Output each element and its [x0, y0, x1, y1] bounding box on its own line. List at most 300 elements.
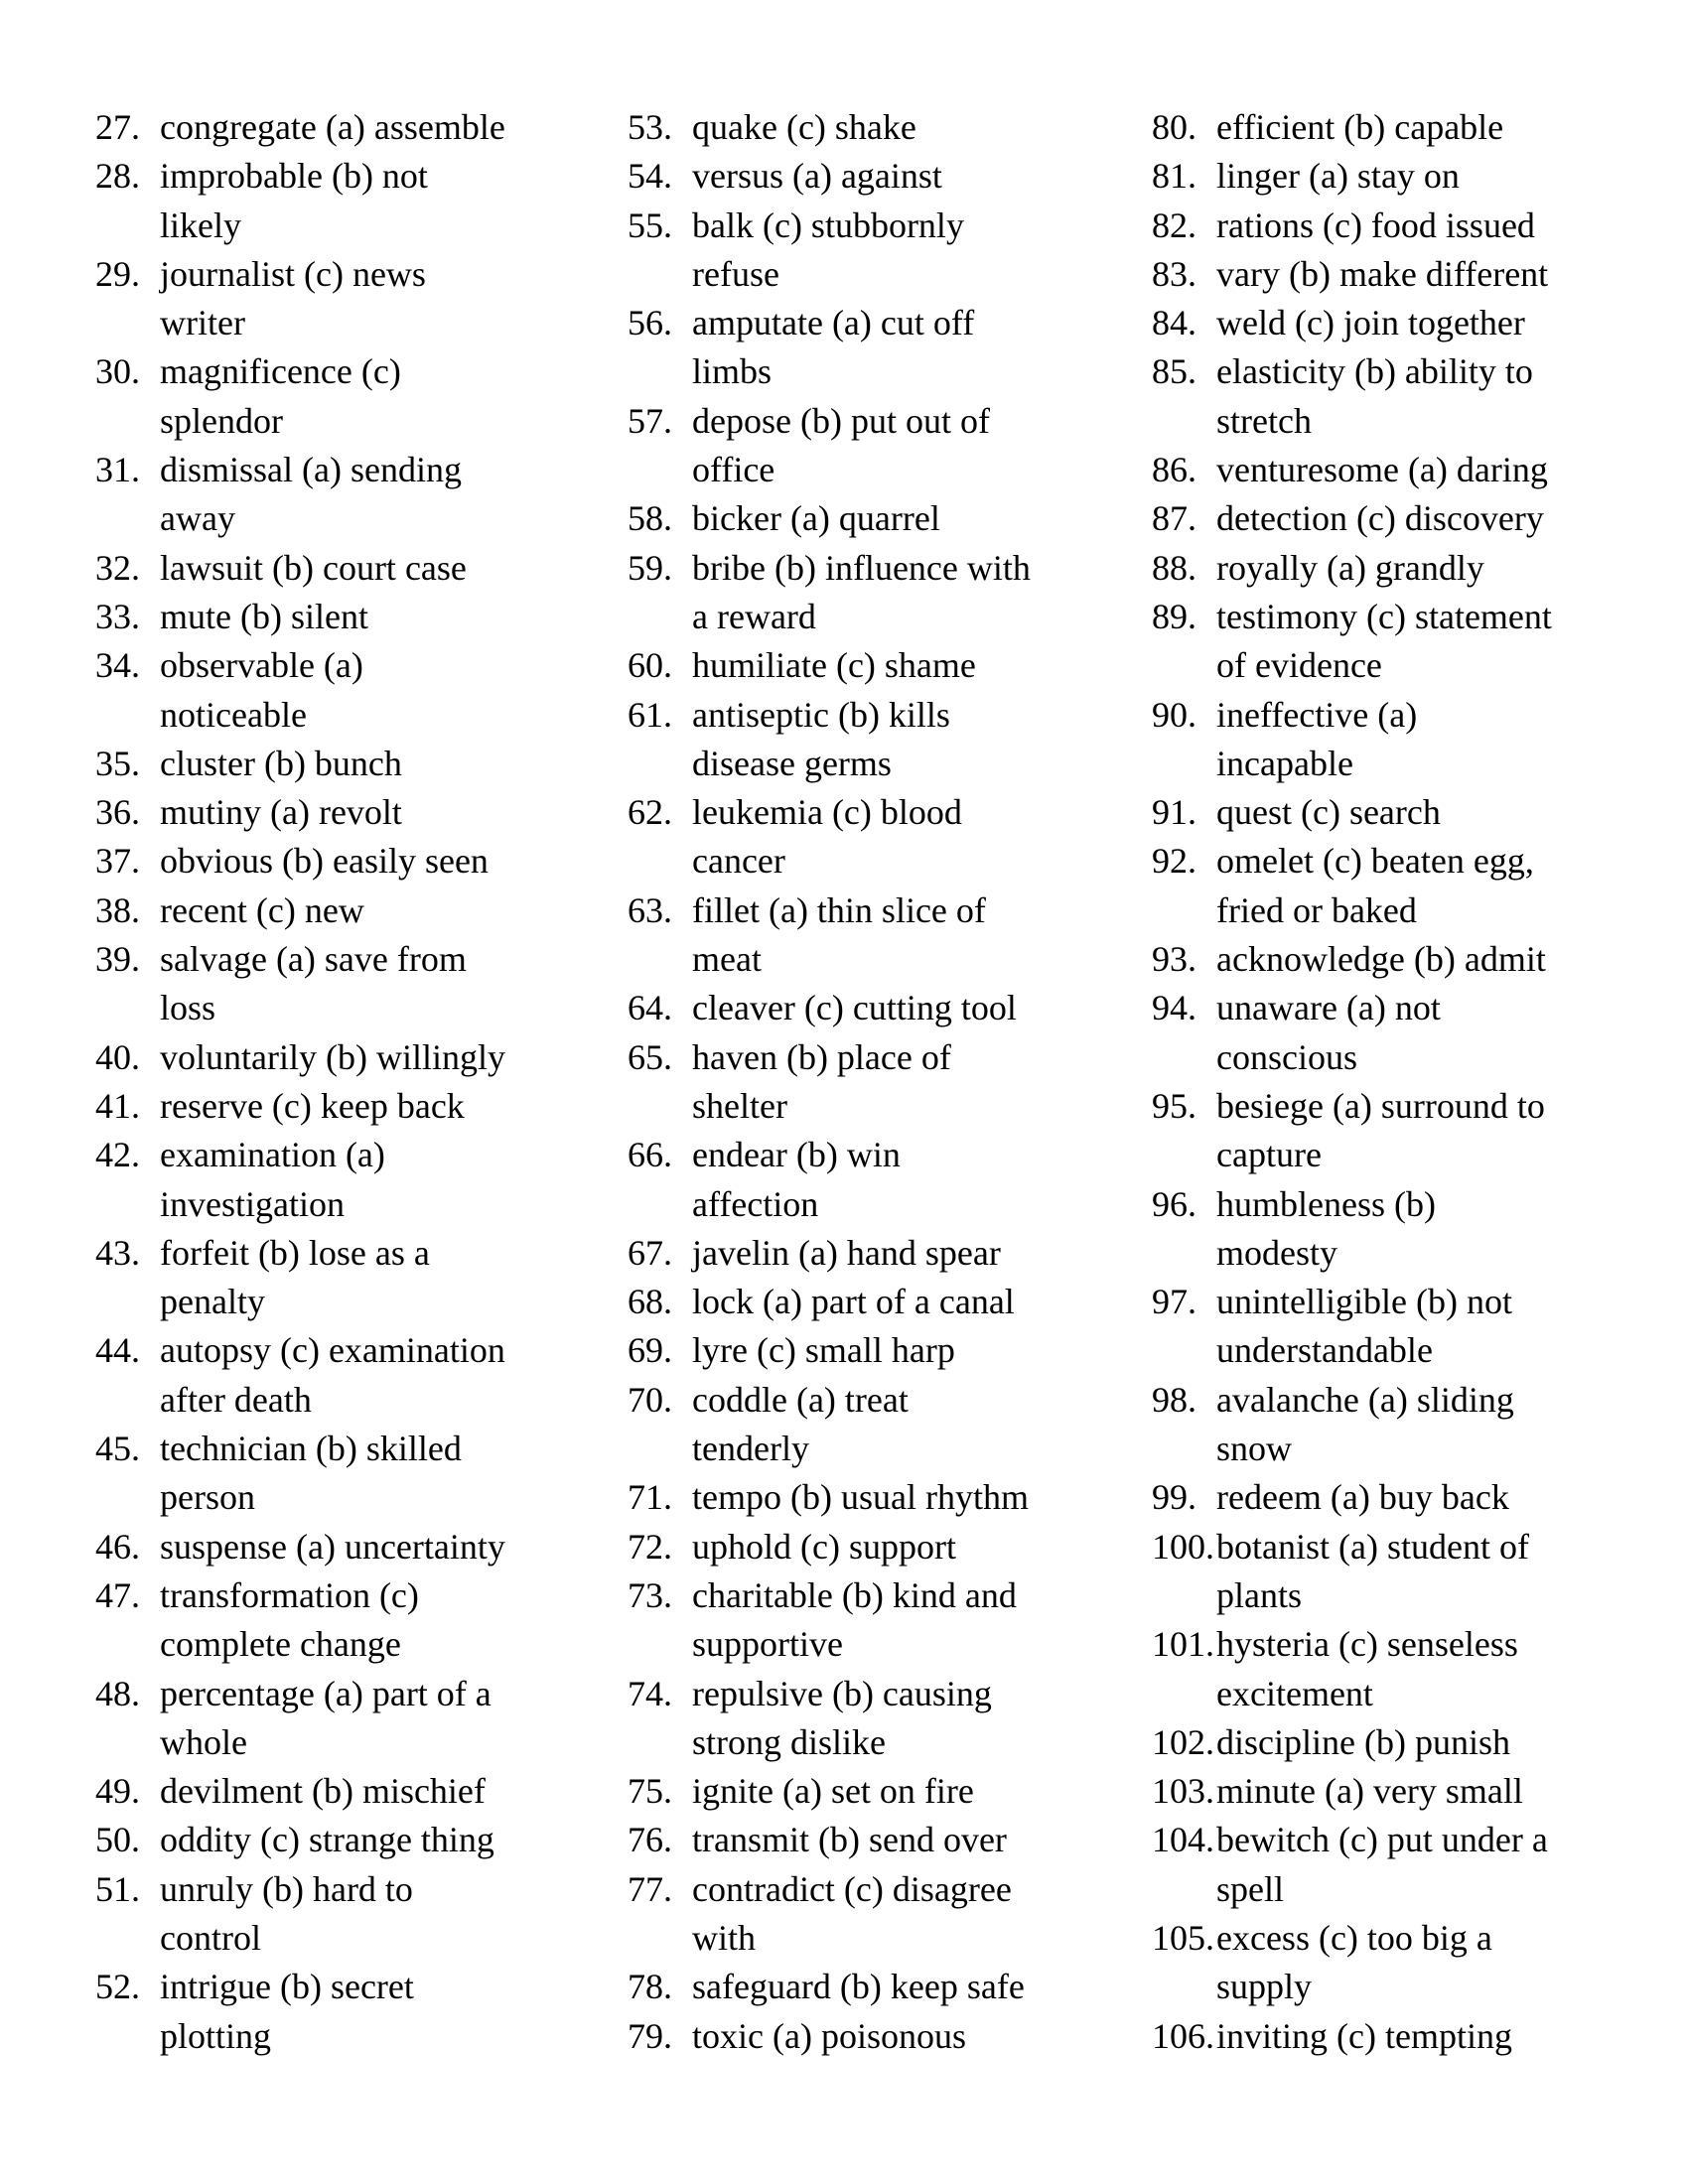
- entry-line: repulsive (b) causing: [692, 1673, 992, 1713]
- entry-number: 27.: [95, 107, 140, 147]
- entry-number: 28.: [95, 156, 140, 197]
- entry-line: lyre (c) small harp: [692, 1330, 955, 1371]
- answer-entry: [628, 1523, 1084, 1571]
- entry-text: [160, 1229, 562, 1327]
- entry-line: elasticity (b) ability to: [1216, 351, 1533, 392]
- entry-line: loss: [160, 988, 216, 1028]
- answer-entry: [1152, 103, 1609, 152]
- entry-text: [160, 935, 562, 1033]
- entry-line: writer: [160, 303, 245, 343]
- entry-line: haven (b) place of: [692, 1036, 951, 1077]
- answer-entry: [95, 1033, 562, 1082]
- entry-number: 43.: [95, 1232, 140, 1273]
- entry-text: [1216, 347, 1609, 446]
- entry-line: ignite (a) set on fire: [692, 1771, 974, 1812]
- entry-number: 84.: [1152, 303, 1196, 343]
- entry-line: unruly (b) hard to: [160, 1868, 413, 1909]
- entry-number: 46.: [95, 1526, 140, 1567]
- answer-entry: [95, 1425, 562, 1523]
- entry-number: 90.: [1152, 694, 1196, 735]
- entry-number: 76.: [628, 1820, 672, 1860]
- entry-text: [160, 1523, 562, 1571]
- answer-entry: [1152, 250, 1609, 299]
- entry-line: javelin (a) hand spear: [692, 1232, 1001, 1273]
- entry-line: a reward: [692, 596, 816, 636]
- answer-entry: [95, 740, 562, 788]
- entry-line: safeguard (b) keep safe: [692, 1967, 1025, 2007]
- answer-entry: [95, 250, 562, 348]
- entry-line: royally (a) grandly: [1216, 547, 1484, 588]
- entry-number: 45.: [95, 1429, 140, 1469]
- answer-entry: [95, 837, 562, 886]
- answer-entry: [628, 641, 1084, 690]
- entry-number: 82.: [1152, 205, 1196, 245]
- entry-number: 31.: [95, 450, 140, 490]
- entry-line: away: [160, 498, 235, 539]
- entry-number: 72.: [628, 1526, 672, 1567]
- entry-number: 89.: [1152, 596, 1196, 636]
- answer-entry: [628, 152, 1084, 201]
- entry-number: 35.: [95, 743, 140, 783]
- answer-entry: [628, 103, 1084, 152]
- entry-number: 88.: [1152, 547, 1196, 588]
- entry-number: 62.: [628, 792, 672, 833]
- entry-line: quake (c) shake: [692, 107, 916, 147]
- entry-text: [160, 1326, 562, 1425]
- entry-line: uphold (c) support: [692, 1526, 956, 1567]
- entry-number: 49.: [95, 1771, 140, 1812]
- column-3: [1152, 103, 1609, 2061]
- entry-line: oddity (c) strange thing: [160, 1820, 494, 1860]
- entry-line: tempo (b) usual rhythm: [692, 1477, 1029, 1518]
- entry-number: 92.: [1152, 841, 1196, 882]
- entry-text: [692, 1523, 1084, 1571]
- entry-number: 74.: [628, 1673, 672, 1713]
- entry-text: [1216, 250, 1609, 299]
- entry-number: 102.: [1152, 1721, 1214, 1762]
- entry-text: [1216, 984, 1609, 1082]
- entry-number: 99.: [1152, 1477, 1196, 1518]
- entry-line: rations (c) food issued: [1216, 205, 1535, 245]
- entry-line: splendor: [160, 400, 283, 441]
- entry-number: 47.: [95, 1574, 140, 1615]
- answer-entry: [1152, 1767, 1609, 1816]
- entry-text: [1216, 1376, 1609, 1474]
- answer-entry: [628, 1865, 1084, 1964]
- answer-entry: [95, 544, 562, 593]
- entry-line: transformation (c): [160, 1574, 419, 1615]
- entry-line: balk (c) stubbornly: [692, 205, 964, 245]
- entry-text: [692, 103, 1084, 152]
- entry-number: 38.: [95, 889, 140, 930]
- entry-text: [1216, 1767, 1609, 1816]
- entry-text: [1216, 544, 1609, 593]
- entry-line: unaware (a) not: [1216, 988, 1441, 1028]
- entry-text: [160, 1033, 562, 1082]
- entry-line: cleaver (c) cutting tool: [692, 988, 1017, 1028]
- answer-entry: [1152, 1914, 1609, 2012]
- entry-line: likely: [160, 205, 241, 245]
- entry-line: mutiny (a) revolt: [160, 792, 402, 833]
- entry-line: toxic (a) poisonous: [692, 2015, 966, 2056]
- entry-text: [692, 1571, 1084, 1670]
- entry-number: 91.: [1152, 792, 1196, 833]
- entry-line: transmit (b) send over: [692, 1820, 1007, 1860]
- entry-line: examination (a): [160, 1135, 385, 1175]
- entry-text: [160, 837, 562, 886]
- answer-entry: [95, 1816, 562, 1864]
- answer-entry: [1152, 1082, 1609, 1180]
- entry-line: lock (a) part of a canal: [692, 1282, 1015, 1322]
- entry-text: [692, 1376, 1084, 1474]
- entry-line: minute (a) very small: [1216, 1771, 1523, 1812]
- entry-text: [692, 544, 1084, 642]
- entry-line: acknowledge (b) admit: [1216, 939, 1546, 980]
- answer-entry: [628, 1376, 1084, 1474]
- entry-line: stretch: [1216, 400, 1312, 441]
- answer-entry: [95, 1082, 562, 1131]
- entry-text: [1216, 1914, 1609, 2012]
- answer-entry: [95, 1963, 562, 2061]
- entry-text: [1216, 1620, 1609, 1718]
- entry-line: control: [160, 1917, 261, 1958]
- entry-line: hysteria (c) senseless: [1216, 1624, 1518, 1665]
- entry-line: tenderly: [692, 1429, 809, 1469]
- entry-line: shelter: [692, 1085, 787, 1126]
- answer-entry: [1152, 1523, 1609, 1621]
- entry-text: [692, 641, 1084, 690]
- entry-line: forfeit (b) lose as a: [160, 1232, 430, 1273]
- entry-text: [692, 152, 1084, 201]
- entry-text: [1216, 691, 1609, 789]
- entry-text: [692, 1963, 1084, 2011]
- answer-entry: [1152, 1620, 1609, 1718]
- entry-text: [692, 1229, 1084, 1278]
- entry-line: salvage (a) save from: [160, 939, 467, 980]
- entry-number: 39.: [95, 939, 140, 980]
- answer-entry: [95, 103, 562, 152]
- entry-text: [1216, 494, 1609, 543]
- entry-number: 60.: [628, 645, 672, 686]
- entry-text: [160, 788, 562, 837]
- entry-line: depose (b) put out of: [692, 400, 990, 441]
- entry-number: 64.: [628, 988, 672, 1028]
- answer-entry: [1152, 544, 1609, 593]
- entry-line: vary (b) make different: [1216, 253, 1549, 294]
- entry-line: venturesome (a) daring: [1216, 450, 1548, 490]
- entry-number: 34.: [95, 645, 140, 686]
- entry-number: 29.: [95, 253, 140, 294]
- entry-text: [692, 1816, 1084, 1864]
- answer-entry: [95, 1865, 562, 1964]
- entry-number: 86.: [1152, 450, 1196, 490]
- answer-entry: [628, 1571, 1084, 1670]
- entry-number: 54.: [628, 156, 672, 197]
- entry-text: [692, 397, 1084, 495]
- answer-entry: [95, 1229, 562, 1327]
- entry-line: omelet (c) beaten egg,: [1216, 841, 1534, 882]
- answer-entry: [628, 788, 1084, 887]
- answer-entry: [95, 1326, 562, 1425]
- entry-line: intrigue (b) secret: [160, 1967, 414, 2007]
- entry-line: cancer: [692, 841, 785, 882]
- entry-text: [692, 494, 1084, 543]
- entry-number: 57.: [628, 400, 672, 441]
- entry-line: reserve (c) keep back: [160, 1085, 465, 1126]
- entry-number: 71.: [628, 1477, 672, 1518]
- entry-line: limbs: [692, 351, 773, 392]
- entry-line: improbable (b) not: [160, 156, 428, 197]
- entry-text: [160, 250, 562, 348]
- entry-number: 36.: [95, 792, 140, 833]
- answer-entry: [628, 494, 1084, 543]
- entry-line: cluster (b) bunch: [160, 743, 402, 783]
- answer-entry: [628, 299, 1084, 397]
- entry-line: journalist (c) news: [160, 253, 426, 294]
- entry-text: [1216, 1278, 1609, 1376]
- answer-entry: [1152, 1473, 1609, 1522]
- entry-line: endear (b) win: [692, 1135, 901, 1175]
- entry-line: excitement: [1216, 1673, 1373, 1713]
- entry-line: contradict (c) disagree: [692, 1868, 1012, 1909]
- entry-text: [692, 984, 1084, 1032]
- answer-entry: [95, 935, 562, 1033]
- answer-entry: [1152, 1278, 1609, 1376]
- entry-line: spell: [1216, 1868, 1284, 1909]
- answer-entry: [1152, 494, 1609, 543]
- entry-line: strong dislike: [692, 1721, 886, 1762]
- answer-entry: [1152, 1718, 1609, 1767]
- entry-text: [160, 1963, 562, 2061]
- entry-text: [692, 202, 1084, 300]
- entry-text: [1216, 837, 1609, 935]
- entry-line: conscious: [1216, 1036, 1357, 1077]
- entry-number: 87.: [1152, 498, 1196, 539]
- entry-text: [160, 446, 562, 544]
- entry-text: [160, 641, 562, 740]
- entry-line: autopsy (c) examination: [160, 1330, 505, 1371]
- entry-number: 79.: [628, 2015, 672, 2056]
- entry-text: [692, 788, 1084, 887]
- entry-line: avalanche (a) sliding: [1216, 1379, 1514, 1420]
- entry-number: 52.: [95, 1967, 140, 2007]
- entry-line: amputate (a) cut off: [692, 303, 975, 343]
- entry-line: after death: [160, 1379, 312, 1420]
- entry-text: [1216, 202, 1609, 250]
- entry-line: dismissal (a) sending: [160, 450, 462, 490]
- entry-line: coddle (a) treat: [692, 1379, 909, 1420]
- entry-line: technician (b) skilled: [160, 1429, 462, 1469]
- entry-line: supply: [1216, 1967, 1313, 2007]
- entry-number: 70.: [628, 1379, 672, 1420]
- entry-line: humiliate (c) shame: [692, 645, 976, 686]
- entry-number: 106.: [1152, 2015, 1214, 2056]
- entry-line: whole: [160, 1721, 247, 1762]
- entry-text: [692, 1131, 1084, 1229]
- entry-number: 44.: [95, 1330, 140, 1371]
- entry-line: congregate (a) assemble: [160, 107, 505, 147]
- entry-line: botanist (a) student of: [1216, 1526, 1529, 1567]
- entry-line: charitable (b) kind and: [692, 1574, 1017, 1615]
- answer-entry: [628, 691, 1084, 789]
- answer-entry: [628, 2012, 1084, 2061]
- entry-text: [160, 1865, 562, 1964]
- answer-entry: [628, 887, 1084, 985]
- answer-entry: [1152, 935, 1609, 984]
- entry-text: [692, 1326, 1084, 1375]
- entry-number: 81.: [1152, 156, 1196, 197]
- entry-text: [692, 2012, 1084, 2061]
- entry-text: [692, 299, 1084, 397]
- answer-entry: [1152, 1816, 1609, 1914]
- answer-entry: [1152, 152, 1609, 201]
- answer-entry: [95, 1523, 562, 1571]
- entry-line: bribe (b) influence with: [692, 547, 1031, 588]
- entry-text: [1216, 1718, 1609, 1767]
- entry-line: percentage (a) part of a: [160, 1673, 492, 1713]
- entry-line: person: [160, 1477, 255, 1518]
- entry-line: disease germs: [692, 743, 892, 783]
- entry-line: recent (c) new: [160, 889, 364, 930]
- entry-number: 53.: [628, 107, 672, 147]
- entry-text: [160, 103, 562, 152]
- answer-entry: [95, 152, 562, 250]
- entry-line: ineffective (a): [1216, 694, 1418, 735]
- entry-line: fried or baked: [1216, 889, 1417, 930]
- entry-line: besiege (a) surround to: [1216, 1085, 1545, 1126]
- entry-line: discipline (b) punish: [1216, 1721, 1510, 1762]
- entry-number: 37.: [95, 841, 140, 882]
- entry-line: linger (a) stay on: [1216, 156, 1460, 197]
- entry-text: [1216, 299, 1609, 347]
- entry-text: [1216, 2012, 1609, 2061]
- entry-text: [160, 740, 562, 788]
- entry-text: [1216, 1523, 1609, 1621]
- entry-text: [160, 1571, 562, 1670]
- entry-text: [160, 1131, 562, 1229]
- entry-text: [692, 1767, 1084, 1816]
- entry-text: [1216, 152, 1609, 201]
- entry-text: [1216, 1082, 1609, 1180]
- entry-line: versus (a) against: [692, 156, 942, 197]
- entry-number: 56.: [628, 303, 672, 343]
- entry-line: modesty: [1216, 1232, 1337, 1273]
- entry-text: [160, 1082, 562, 1131]
- entry-number: 104.: [1152, 1820, 1214, 1860]
- answer-entry: [1152, 1180, 1609, 1279]
- entry-line: lawsuit (b) court case: [160, 547, 467, 588]
- entry-text: [160, 1767, 562, 1816]
- entry-text: [1216, 593, 1609, 691]
- entry-text: [160, 1816, 562, 1864]
- entry-number: 50.: [95, 1820, 140, 1860]
- entry-number: 58.: [628, 498, 672, 539]
- entry-text: [1216, 1473, 1609, 1522]
- entry-number: 94.: [1152, 988, 1196, 1028]
- entry-line: capture: [1216, 1135, 1322, 1175]
- answer-entry: [628, 397, 1084, 495]
- entry-number: 65.: [628, 1036, 672, 1077]
- entry-text: [160, 1670, 562, 1768]
- answer-entry: [95, 1131, 562, 1229]
- entry-number: 66.: [628, 1135, 672, 1175]
- entry-number: 95.: [1152, 1085, 1196, 1126]
- answer-entry: [95, 347, 562, 446]
- entry-line: fillet (a) thin slice of: [692, 889, 986, 930]
- entry-text: [692, 1865, 1084, 1964]
- entry-text: [692, 887, 1084, 985]
- entry-number: 73.: [628, 1574, 672, 1615]
- answer-entry: [628, 1963, 1084, 2011]
- answer-entry: [95, 1767, 562, 1816]
- entry-number: 51.: [95, 1868, 140, 1909]
- entry-line: bicker (a) quarrel: [692, 498, 940, 539]
- entry-number: 85.: [1152, 351, 1196, 392]
- column-2: [628, 103, 1084, 2061]
- entry-line: leukemia (c) blood: [692, 792, 962, 833]
- entry-line: plants: [1216, 1574, 1302, 1615]
- entry-line: magnificence (c): [160, 351, 401, 392]
- answer-entry: [95, 641, 562, 740]
- entry-line: unintelligible (b) not: [1216, 1282, 1512, 1322]
- entry-line: affection: [692, 1183, 819, 1224]
- entry-line: excess (c) too big a: [1216, 1917, 1492, 1958]
- entry-text: [692, 1033, 1084, 1132]
- entry-line: devilment (b) mischief: [160, 1771, 486, 1812]
- entry-text: [692, 1670, 1084, 1768]
- entry-number: 68.: [628, 1282, 672, 1322]
- entry-line: efficient (b) capable: [1216, 107, 1504, 147]
- entry-text: [160, 1425, 562, 1523]
- answer-entry: [95, 1670, 562, 1768]
- entry-number: 55.: [628, 205, 672, 245]
- answer-entry: [628, 1326, 1084, 1375]
- answer-entry: [628, 984, 1084, 1032]
- entry-line: refuse: [692, 253, 779, 294]
- entry-number: 69.: [628, 1330, 672, 1371]
- entry-number: 30.: [95, 351, 140, 392]
- entry-number: 63.: [628, 889, 672, 930]
- entry-line: investigation: [160, 1183, 345, 1224]
- entry-number: 61.: [628, 694, 672, 735]
- entry-line: detection (c) discovery: [1216, 498, 1544, 539]
- answer-entry: [628, 1767, 1084, 1816]
- answer-entry: [1152, 2012, 1609, 2061]
- entry-number: 59.: [628, 547, 672, 588]
- entry-number: 105.: [1152, 1917, 1214, 1958]
- answer-entry: [1152, 984, 1609, 1082]
- entry-line: mute (b) silent: [160, 596, 368, 636]
- answer-entry: [1152, 691, 1609, 789]
- answer-entry: [1152, 788, 1609, 837]
- answer-entry: [1152, 593, 1609, 691]
- entry-line: understandable: [1216, 1330, 1433, 1371]
- entry-number: 100.: [1152, 1526, 1214, 1567]
- entry-number: 78.: [628, 1967, 672, 2007]
- entry-number: 75.: [628, 1771, 672, 1812]
- entry-line: humbleness (b): [1216, 1183, 1436, 1224]
- entry-text: [1216, 935, 1609, 984]
- entry-line: noticeable: [160, 694, 307, 735]
- entry-text: [1216, 1180, 1609, 1279]
- entry-number: 101.: [1152, 1624, 1214, 1665]
- entry-line: snow: [1216, 1429, 1293, 1469]
- entry-text: [692, 1473, 1084, 1522]
- entry-text: [692, 1278, 1084, 1326]
- entry-text: [160, 593, 562, 641]
- answer-entry: [1152, 1376, 1609, 1474]
- entry-text: [1216, 103, 1609, 152]
